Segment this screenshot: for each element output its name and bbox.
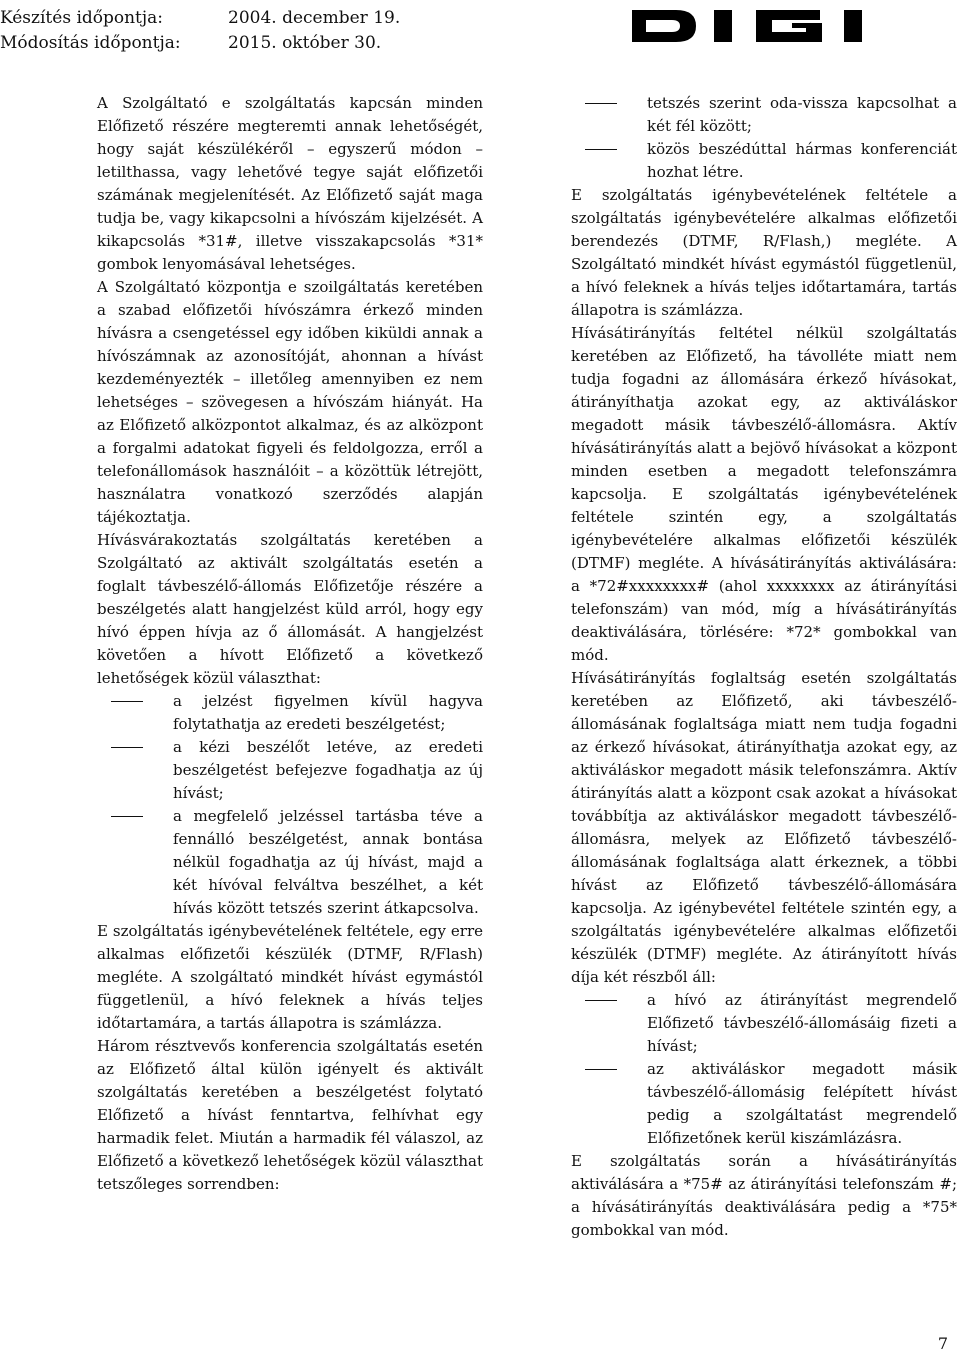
modified-label: Módosítás időpontja:	[0, 33, 181, 53]
list-item	[97, 805, 483, 920]
busy-forwarding-codes-paragraph: E szolgáltatás során a hívásátirányítás aktiválására a *75# az átirányítási telefonszám #; a hívásátirányítás deaktiválására pedig a *75* gombokkal van mód.	[571, 1152, 957, 1239]
document-meta	[0, 6, 400, 56]
conference-paragraph: Három résztvevős konferencia szolgáltatás esetén az Előfizető által külön igényelt és aktivált szolgáltatás keretében a beszélgetést folytató Előfizető a hívást fenntartva, felhívhat egy harmadik felet. Miután a harmadik fél válaszol, az Előfizető a következő lehetőségek közül választhat tetszőleges sorrendben:	[97, 1037, 483, 1193]
list-item-text: a jelzést figyelmen kívül hagyva folytathatja az eredeti beszélgetést;	[173, 692, 483, 733]
page-number: 7	[937, 1334, 948, 1353]
created-label: Készítés időpontja:	[0, 8, 164, 28]
list-item	[97, 736, 483, 805]
dash-bullet	[585, 1000, 617, 1001]
conference-options-list	[571, 92, 957, 184]
modified-value: 2015. október 30.	[228, 33, 382, 53]
left-column	[97, 92, 483, 1196]
list-item-text: közös beszédúttal hármas konferenciát hozhat létre.	[647, 140, 957, 181]
conference-condition-paragraph: E szolgáltatás igénybevételének feltétele a szolgáltatás igénybevételére alkalmas előfizetői berendezés (DTMF, R/Flash,) megléte. A Szolgáltató mindkét hívást egymástól függetlenül, a hívó feleknek a hívás teljes időtartamára, tartás állapotra is számlázza.	[571, 186, 957, 319]
list-item	[571, 92, 957, 138]
dash-bullet	[111, 701, 143, 702]
created-row	[0, 6, 400, 31]
caller-id-delivery-paragraph: A Szolgáltató központja e szoilgáltatás keretében a szabad előfizetői hívószámra érkező minden hívásra a csengetéssel egy időben kiküldi annak a hívószámnak az azonosítóját, ahonnan a hívást kezdeményezték – illetőleg amennyiben ez nem lehetséges – szövegesen a hívószám hiányát. Ha az Előfizető alközpontot alkalmaz, és az alközpont a forgalmi adatokat figyeli és feldolgozza, erről a telefonállomások használóit – a közöttük létrejött, használatra vonatkozó szerződés alapján tájékoztatja.	[97, 278, 483, 526]
list-item-text: a kézi beszélőt letéve, az eredeti beszélgetést befejezve fogadhatja az új hívást;	[173, 738, 483, 802]
dash-bullet	[585, 103, 617, 104]
unconditional-forwarding-paragraph: Hívásátirányítás feltétel nélkül szolgáltatás keretében az Előfizető, ha távolléte miatt nem tudja fogadni az állomására érkező hívásokat, átirányíthatja azokat egy, az aktiváláskor megadott másik távbeszélő-állomásra. Aktív hívásátirányítás alatt a bejövő hívásokat a központ minden esetben a megadott telefonszámra kapcsolja. E szolgáltatás igénybevételének feltétele szintén egy, a szolgáltatás igénybevételére alkalmas előfizetői készülék (DTMF) megléte. A hívásátirányítás aktiválására: a *72#xxxxxxxx# (ahol xxxxxxxx az átirányítási telefonszám) van mód, míg a hívásátirányítás deaktiválására, törlésére: *72* gombokkal van mód.	[571, 324, 957, 664]
digi-logo	[632, 6, 920, 46]
dash-bullet	[585, 149, 617, 150]
list-item-text: a hívó az átirányítást megrendelő Előfizető távbeszélő-állomásáig fizeti a hívást;	[647, 991, 957, 1055]
busy-forwarding-paragraph: Hívásátirányítás foglaltság esetén szolgáltatás keretében az Előfizető, aki távbeszélő-állomásának foglaltsága miatt nem tudja fogadni az érkező hívásokat, átirányíthatja azokat egy, az aktiváláskor megadott másik telefonszámra. Aktív átirányítás alatt a központ csak azokat a hívásokat továbbítja az aktiváláskor megadott távbeszélő-állomásra, melyek az Előfizető távbeszélő-állomásának foglaltsága alatt érkeznek, a többi hívást az Előfizető távbeszélő-állomására kapcsolja. Az igénybevétel feltétele szintén egy, a szolgáltatás igénybevételére alkalmas előfizetői készülék (DTMF) megléte. Az átirányított hívás díja két részből áll:	[571, 669, 957, 986]
forwarding-fee-list	[571, 989, 957, 1150]
right-column	[571, 92, 957, 1242]
dash-bullet	[111, 816, 143, 817]
list-item-text: az aktiváláskor megadott másik távbeszélő-állomásig felépített hívást pedig a szolgáltatást megrendelő Előfizetőnek kerül kiszámlázásra.	[647, 1060, 957, 1147]
list-item	[571, 989, 957, 1058]
dash-bullet	[111, 747, 143, 748]
list-item	[97, 690, 483, 736]
modified-row	[0, 31, 400, 56]
caller-id-paragraph: A Szolgáltató e szolgáltatás kapcsán minden Előfizető részére megteremti annak lehetőségét, hogy saját készülékéről – egyszerű módon – letilthassa, vagy lehetővé tegye saját előfizetői számának megjelenítését. Az Előfizető saját maga tudja be, vagy kikapcsolni a hívószám kijelzését. A kikapcsolás *31#, illetve visszakapcsolás *31* gombok lenyomásával lehetséges.	[97, 94, 483, 273]
created-value: 2004. december 19.	[228, 8, 401, 28]
list-item	[571, 1058, 957, 1150]
dash-bullet	[585, 1069, 617, 1070]
page-header	[0, 6, 960, 66]
call-waiting-condition-paragraph: E szolgáltatás igénybevételének feltétele, egy erre alkalmas előfizetői készülék (DTMF, R/Flash) megléte. A szolgáltató mindkét hívást egymástól függetlenül, a hívó feleknek a hívás teljes időtartamára, a tartás állapotra is számlázza.	[97, 922, 483, 1032]
list-item-text: tetszés szerint oda-vissza kapcsolhat a két fél között;	[647, 94, 957, 135]
list-item-text: a megfelelő jelzéssel tartásba téve a fennálló beszélgetést, annak bontása nélkül fogadhatja az új hívást, majd a két hívóval felváltva beszélhet, a két hívás között tetszés szerint átkapcsolva.	[173, 807, 483, 917]
call-waiting-paragraph: Hívásvárakoztatás szolgáltatás keretében a Szolgáltató az aktivált szolgáltatás esetén a foglalt távbeszélő-állomás Előfizetője részére a beszélgetés alatt hangjelzést küld arról, hogy egy hívó éppen hívja az ő állomását. A hangjelzést követően a hívott Előfizető a következő lehetőségek közül választhat:	[97, 531, 483, 687]
list-item	[571, 138, 957, 184]
call-waiting-options-list	[97, 690, 483, 920]
